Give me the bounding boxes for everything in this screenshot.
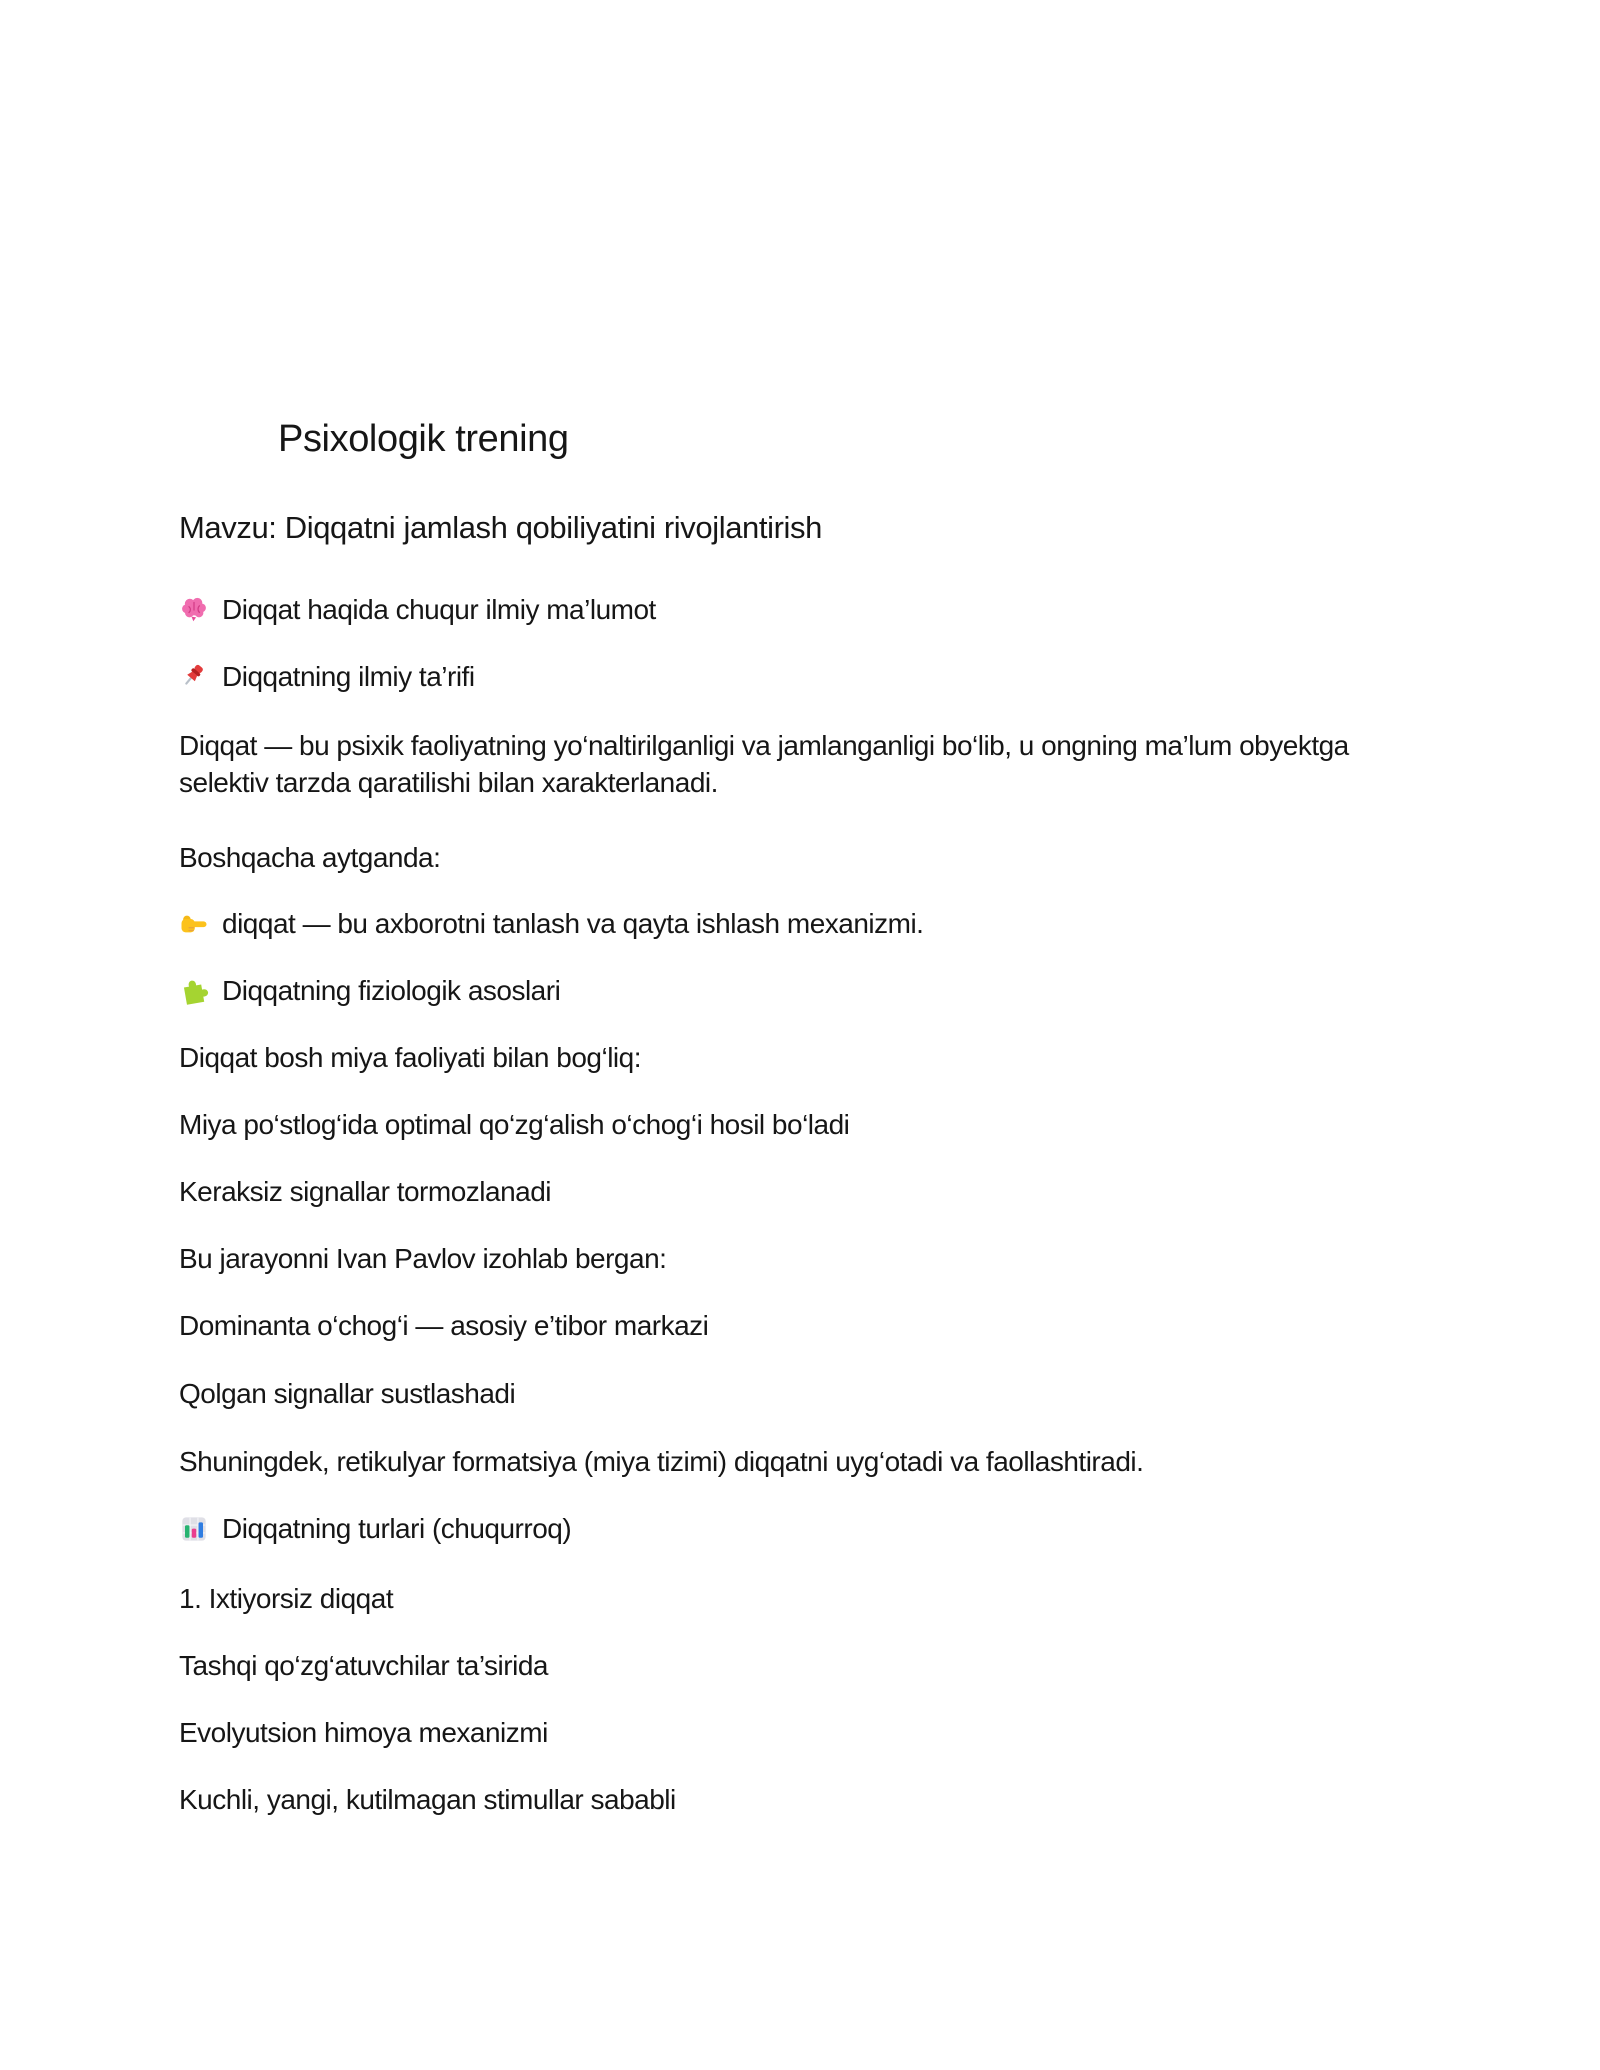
point-right-icon [179,909,209,939]
puzzle-icon [179,976,209,1006]
bullet-line-brain [179,592,656,629]
paragraph-boshqacha: Boshqacha aytganda: [179,842,441,873]
bullet-text: Diqqatning fiziologik asoslari [222,975,561,1006]
bullet-text: diqqat — bu axborotni tanlash va qayta ishlash mexanizmi. [222,908,924,939]
paragraph-postlog: Miya po‘stlog‘ida optimal qo‘zg‘alish o‘chog‘i hosil bo‘ladi [179,1109,850,1140]
paragraph-keraksiz: Keraksiz signallar tormozlanadi [179,1176,552,1207]
bullet-line-puzzle [179,973,560,1010]
paragraph-miya-bogliq: Diqqat bosh miya faoliyati bilan bog‘liq: [179,1042,641,1073]
pushpin-icon [179,662,209,692]
paragraph-tashqi: Tashqi qo‘zg‘atuvchilar ta’sirida [179,1650,548,1681]
document-title: Psixologik trening [278,418,569,460]
paragraph-ixtiyorsiz: 1. Ixtiyorsiz diqqat [179,1583,394,1614]
paragraph-kuchli: Kuchli, yangi, kutilmagan stimullar sababli [179,1784,676,1815]
paragraph-pavlov: Bu jarayonni Ivan Pavlov izohlab bergan: [179,1243,667,1274]
paragraph-qolgan: Qolgan signallar sustlashadi [179,1378,516,1409]
paragraph-dominanta: Dominanta o‘chog‘i — asosiy e’tibor markazi [179,1310,709,1341]
bar-chart-icon [179,1514,209,1544]
paragraph-retikulyar: Shuningdek, retikulyar formatsiya (miya tizimi) diqqatni uyg‘otadi va faollashtiradi. [179,1446,1144,1477]
bullet-text: Diqqatning ilmiy ta’rifi [222,661,475,692]
brain-icon [179,595,209,625]
bullet-line-pushpin [179,659,475,696]
bullet-line-point [179,906,923,943]
topic-heading: Mavzu: Diqqatni jamlash qobiliyatini rivojlantirish [179,510,822,545]
bullet-text: Diqqat haqida chuqur ilmiy ma’lumot [222,594,656,625]
bullet-text: Diqqatning turlari (chuqurroq) [222,1513,572,1544]
paragraph-evolyutsion: Evolyutsion himoya mexanizmi [179,1717,548,1748]
bullet-line-chart [179,1511,571,1548]
paragraph-definition: Diqqat — bu psixik faoliyatning yo‘naltirilganligi va jamlanganligi bo‘lib, u ongning ma’lum obyektga selektiv tarzda qaratilishi bilan xarakterlanadi. [179,730,1349,798]
